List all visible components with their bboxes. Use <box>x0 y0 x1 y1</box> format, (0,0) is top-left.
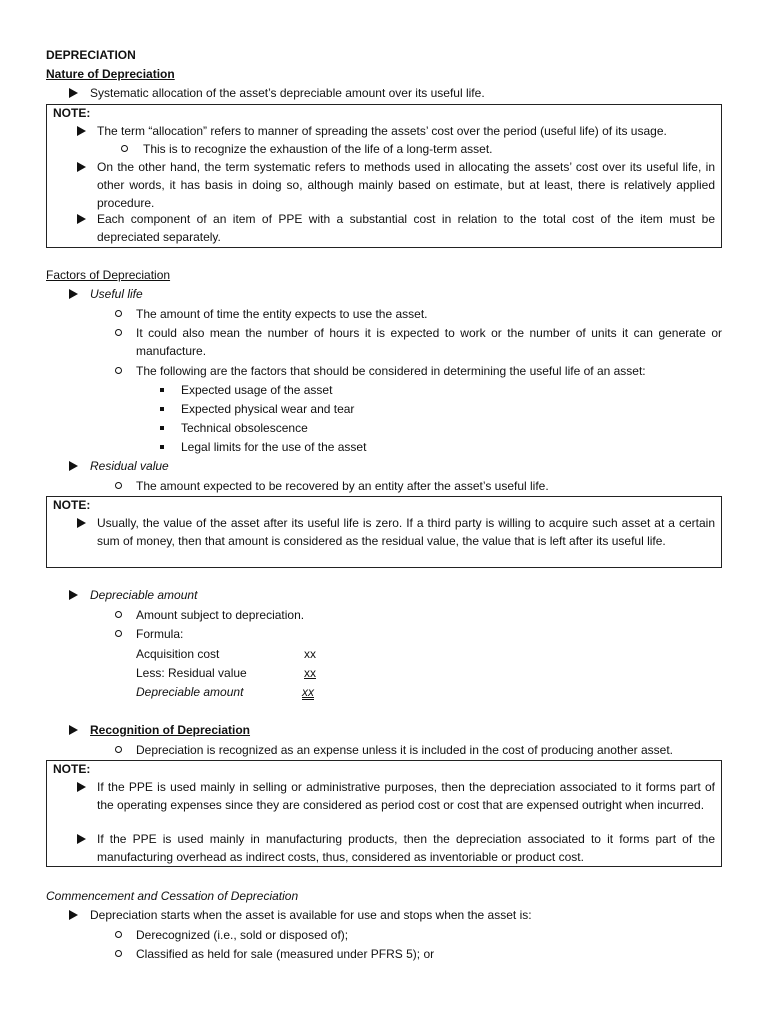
nature-bullet: Systematic allocation of the asset’s depreciable amount over its useful life. <box>90 86 485 100</box>
triangle-bullet-icon <box>69 88 78 98</box>
note-label: NOTE: <box>53 106 91 120</box>
factor-item: Technical obsolescence <box>181 421 308 435</box>
circle-bullet-icon <box>115 630 122 637</box>
circle-bullet-icon <box>115 482 122 489</box>
note-sub-bullet: This is to recognize the exhaustion of the life of a long-term asset. <box>143 142 493 156</box>
triangle-bullet-icon <box>69 461 78 471</box>
commencement-bullet: Depreciation starts when the asset is available for use and stops when the asset is: <box>90 908 532 922</box>
note-bullet-allocation: The term “allocation” refers to manner of spreading the assets’ cost over the period (useful life) of its usage. <box>97 124 667 138</box>
circle-bullet-icon <box>115 746 122 753</box>
useful-life-point-2: It could also mean the number of hours it is expected to work or the number of units it can generate or manufacture. <box>136 326 722 358</box>
triangle-bullet-icon <box>77 162 86 172</box>
note-label: NOTE: <box>53 498 91 512</box>
triangle-bullet-icon <box>77 214 86 224</box>
residual-value-label: Residual value <box>90 459 169 473</box>
formula-row-value: xx <box>304 647 316 661</box>
circle-bullet-icon <box>115 950 122 957</box>
note-label: NOTE: <box>53 762 91 776</box>
triangle-bullet-icon <box>77 518 86 528</box>
depreciable-amount-label: Depreciable amount <box>90 588 198 602</box>
useful-life-label: Useful life <box>90 287 143 301</box>
formula-row-label: Acquisition cost <box>136 647 220 661</box>
recognition-point: Depreciation is recognized as an expense unless it is included in the cost of producing another asset. <box>136 743 673 757</box>
useful-life-point-1: The amount of time the entity expects to use the asset. <box>136 307 428 321</box>
circle-bullet-icon <box>115 611 122 618</box>
circle-bullet-icon <box>115 329 122 336</box>
circle-bullet-icon <box>121 145 128 152</box>
triangle-bullet-icon <box>77 834 86 844</box>
depreciable-point-1: Amount subject to depreciation. <box>136 608 305 622</box>
square-bullet-icon <box>160 407 164 411</box>
formula-row-label: Less: Residual value <box>136 666 247 680</box>
formula-row-value: xx <box>302 685 314 699</box>
commencement-heading: Commencement and Cessation of Depreciation <box>46 889 299 903</box>
triangle-bullet-icon <box>69 289 78 299</box>
factors-heading: Factors of Depreciation <box>46 268 171 282</box>
triangle-bullet-icon <box>77 782 86 792</box>
recognition-note-manufacturing: If the PPE is used mainly in manufacturing products, then the depreciation associated to it forms part of the manufacturing overhead as indirect costs, thus, considered as inventoriable or product cost. <box>97 832 715 864</box>
residual-value-point: The amount expected to be recovered by an entity after the asset’s useful life. <box>136 479 549 493</box>
circle-bullet-icon <box>115 931 122 938</box>
circle-bullet-icon <box>115 310 122 317</box>
triangle-bullet-icon <box>77 126 86 136</box>
square-bullet-icon <box>160 426 164 430</box>
factor-item: Expected physical wear and tear <box>181 402 355 416</box>
triangle-bullet-icon <box>69 910 78 920</box>
circle-bullet-icon <box>115 367 122 374</box>
residual-note-text: Usually, the value of the asset after its useful life is zero. If a third party is willing to acquire such asset at a certain sum of money, then that amount is considered as the residual value, the value that is left after its useful life. <box>97 516 715 548</box>
factor-item: Expected usage of the asset <box>181 383 333 397</box>
useful-life-point-3: The following are the factors that should be considered in determining the useful life of an asset: <box>136 364 646 378</box>
note-bullet-component: Each component of an item of PPE with a substantial cost in relation to the total cost of the item must be depreciated separately. <box>97 212 715 244</box>
commencement-point-2: Classified as held for sale (measured under PFRS 5); or <box>136 947 435 961</box>
factor-item: Legal limits for the use of the asset <box>181 440 367 454</box>
recognition-note-selling: If the PPE is used mainly in selling or administrative purposes, then the depreciation associated to it forms part of the operating expenses since they are considered as period cost or cost that are expensed outright when incurred. <box>97 780 715 812</box>
note-bullet-systematic: On the other hand, the term systematic refers to methods used in allocating the assets’ cost over its useful life, in other words, it has basis in doing so, although mainly based on estimate, but at least, there is relatively applied procedure. <box>97 160 715 210</box>
nature-heading: Nature of Depreciation <box>46 67 175 81</box>
triangle-bullet-icon <box>69 725 78 735</box>
document-title: DEPRECIATION <box>46 48 136 62</box>
formula-label: Formula: <box>136 627 184 641</box>
square-bullet-icon <box>160 445 164 449</box>
triangle-bullet-icon <box>69 590 78 600</box>
square-bullet-icon <box>160 388 164 392</box>
formula-row-label: Depreciable amount <box>136 685 244 699</box>
commencement-point-1: Derecognized (i.e., sold or disposed of); <box>136 928 349 942</box>
formula-row-value: xx <box>304 666 316 680</box>
recognition-heading: Recognition of Depreciation <box>90 723 251 737</box>
